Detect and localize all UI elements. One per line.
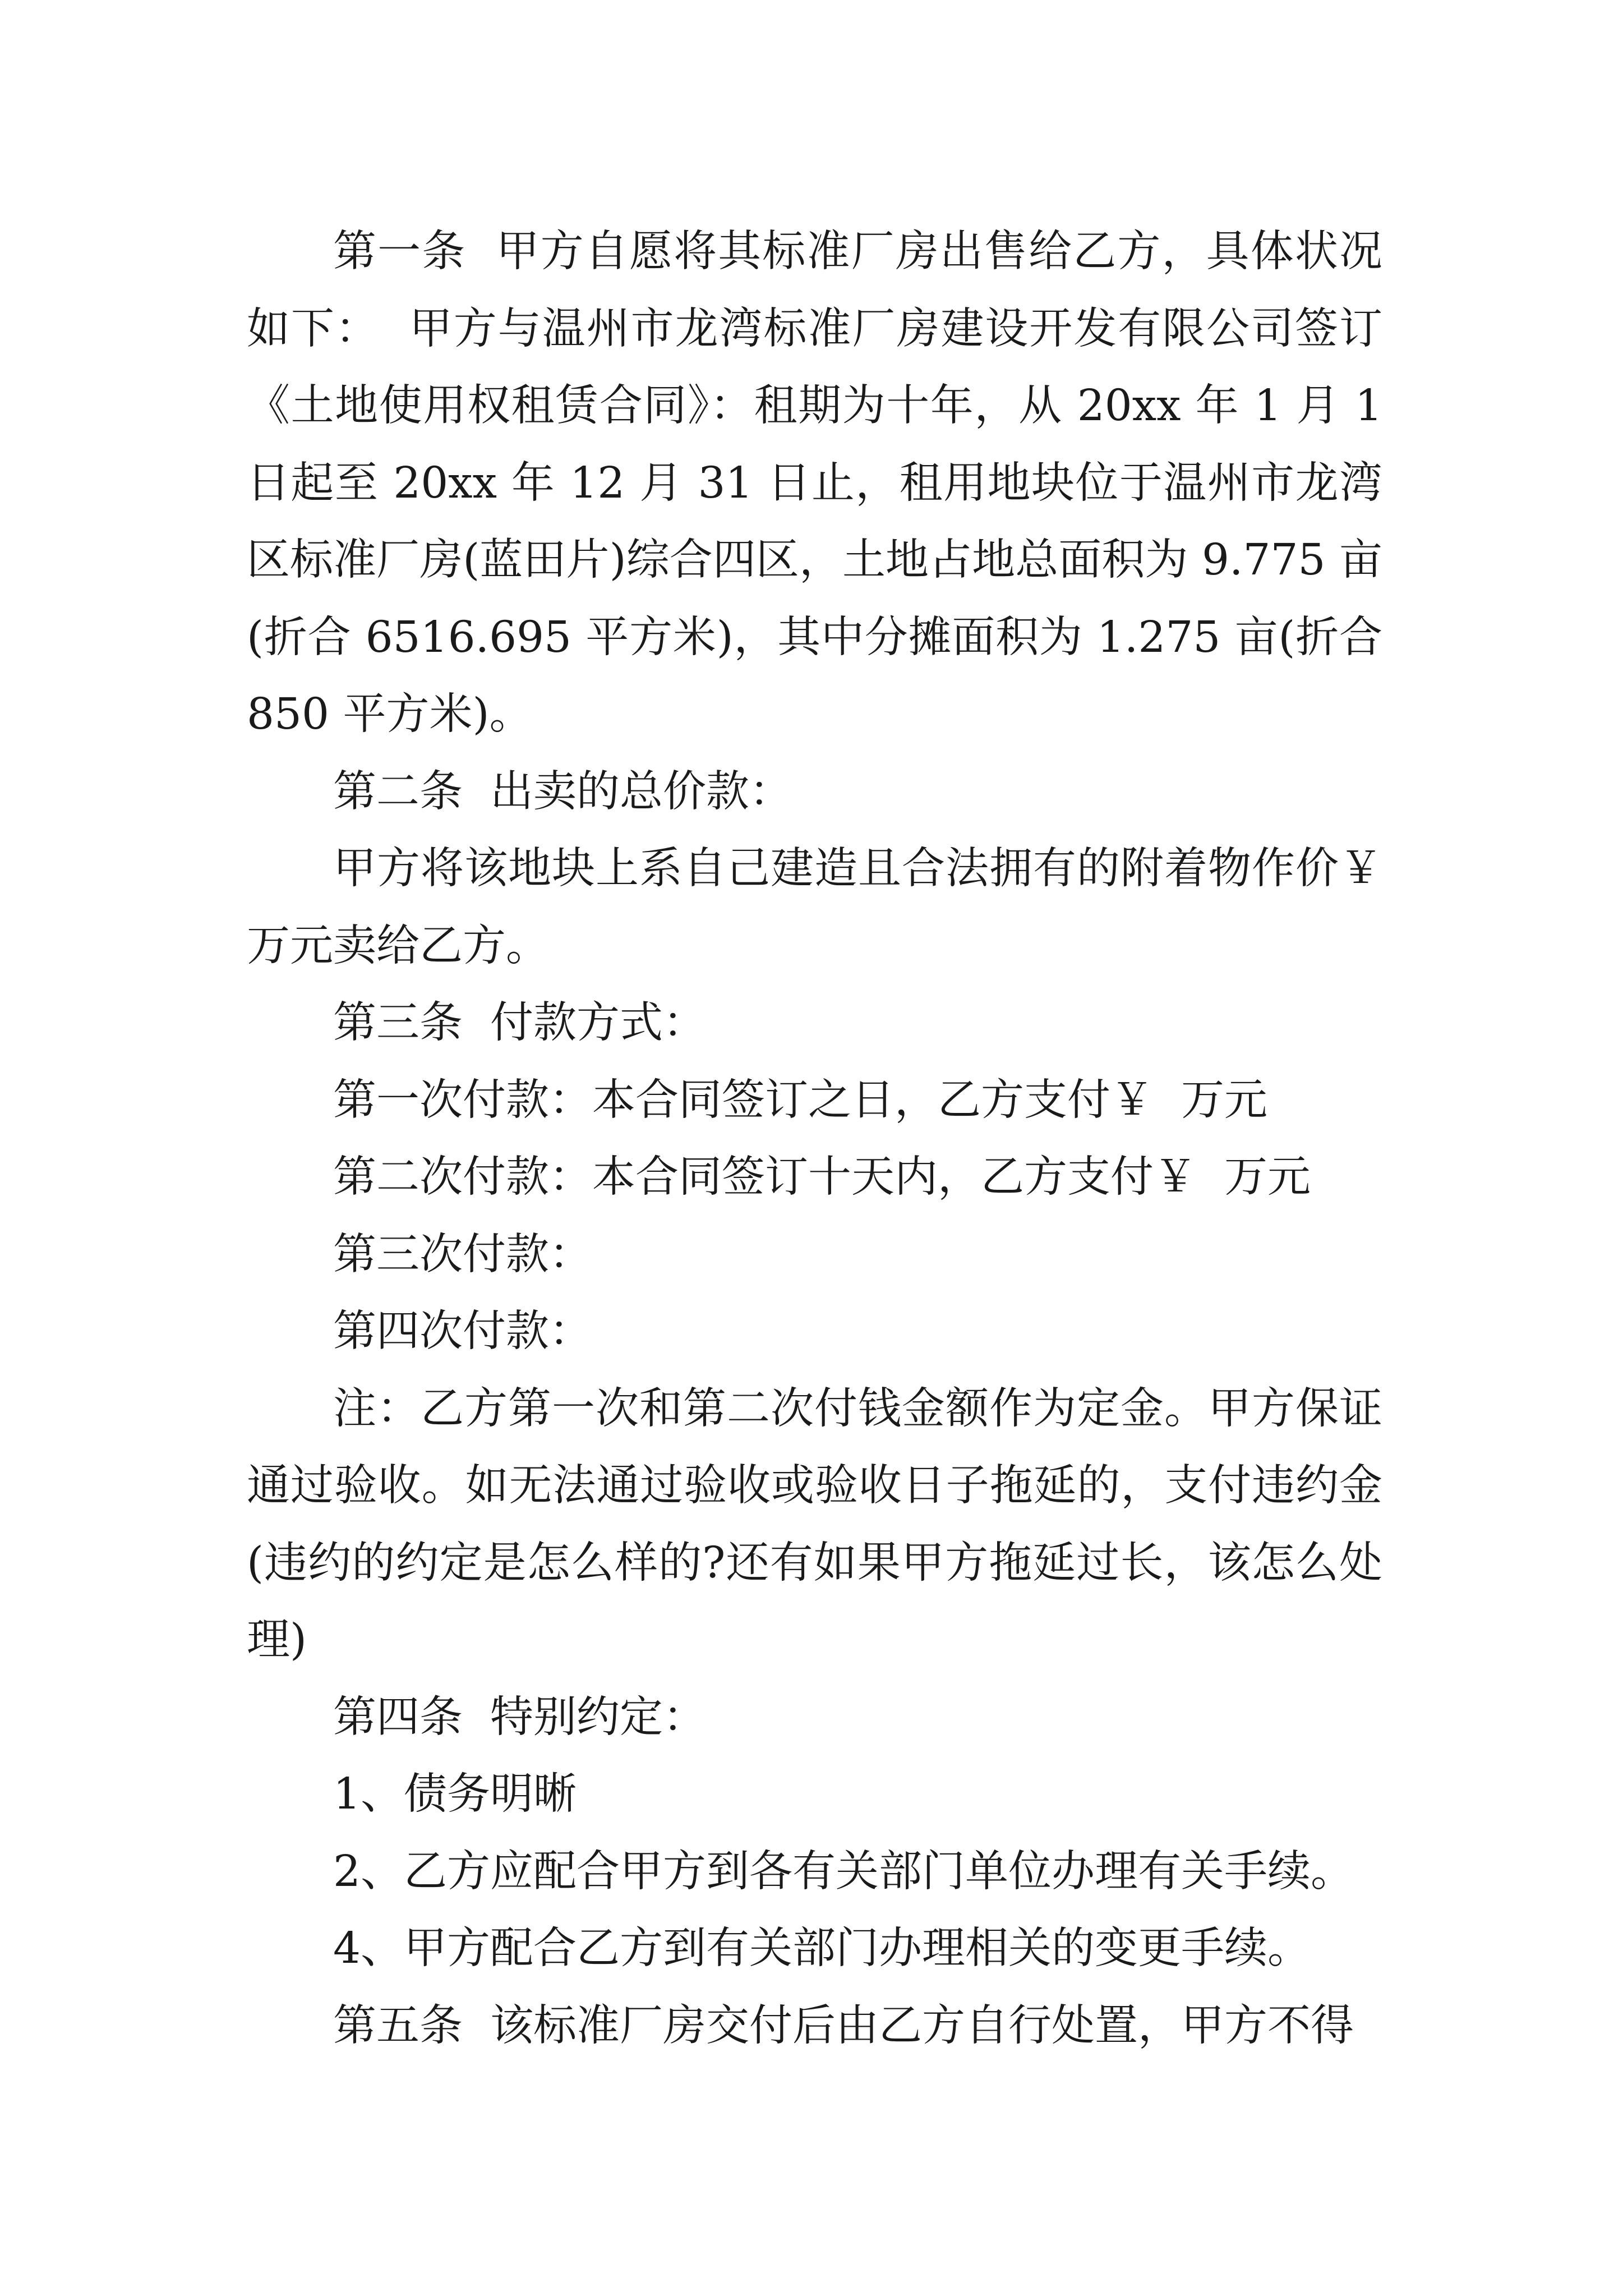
article-4-item-4: 4、甲方配合乙方到有关部门办理相关的变更手续。 [333,1924,1311,1973]
note-paragraph: 注：乙方第一次和第二次付钱金额作为定金。甲方保证通过验收。如无法通过验收或验收日子拖延的，支付违约金(违约的约定是怎么样的?还有如果甲方拖延过长，该怎么处理) [247,1383,1382,1665]
article-3-heading: 第三条 付款方式： [333,998,706,1048]
article-5-paragraph: 第五条 该标准厂房交付后由乙方自行处置，甲方不得 [333,2000,1354,2051]
payment-2-line: 第二次付款：本合同签订十天内，乙方支付￥ 万元 [333,1152,1311,1202]
article-4-heading: 第四条 特别约定： [333,1692,706,1742]
payment-3-line: 第三次付款： [333,1229,592,1280]
article-2-heading: 第二条 出卖的总价款： [333,766,792,817]
article-4-item-2: 2、乙方应配合甲方到各有关部门单位办理有关手续。 [333,1846,1354,1897]
article-2-paragraph: 甲方将该地块上系自己建造且合法拥有的附着物作价￥ 万元卖给乙方。 [247,844,1410,971]
article-4-item-1: 1、债务明晰 [333,1769,577,1819]
article-1-paragraph: 第一条 甲方自愿将其标准厂房出售给乙方，具体状况如下： 甲方与温州市龙湾标准厂房建设开发有限公司签订《土地使用权租赁合同》：租期为十年，从 20xx 年 1 月 1 日起至 20xx 年 12 月 31 日止，租用地块位于温州市龙湾区标准厂房(蓝田片)综合四区，土地占地总面积为 9.775 亩(折合 6516.695 平方米)，其中分摊面积为 1.275 亩(折合 850 平方米)。 [247,227,1396,739]
payment-4-line: 第四次付款： [333,1306,592,1356]
payment-1-line: 第一次付款：本合同签订之日，乙方支付￥ 万元 [333,1075,1267,1125]
document-body [247,213,1410,2064]
